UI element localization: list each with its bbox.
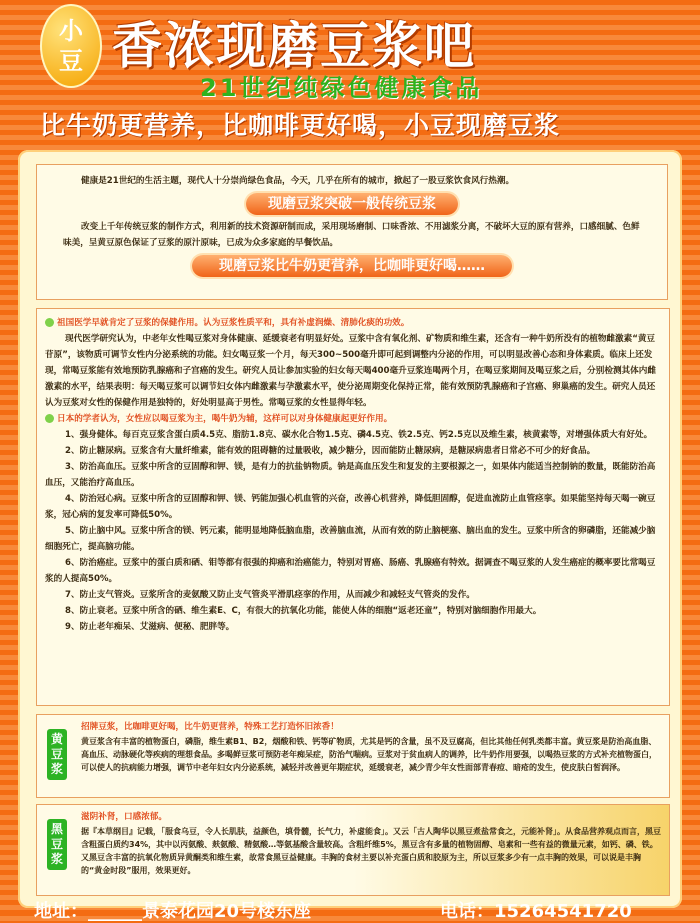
page-title: 香浓现磨豆浆吧 [112, 17, 476, 75]
intro-line-1: 健康是21世纪的生活主题，现代人十分崇尚绿色食品，今天，几乎在所有的城市，掀起了一股豆浆饮食风行热潮。 [81, 176, 515, 186]
health-item: 2、防止糖尿病。豆浆含有大量纤维素，能有效的阻碍糖的过量吸收，减少糖分，因而能防止糖尿病，是糖尿病患者日常必不可少的好食品。 [65, 446, 596, 456]
intro-box [36, 164, 668, 300]
address-text: 地址：______景泰花园20号楼东座 [34, 901, 312, 922]
health-item: 5、防止脑中风。豆浆中所含的镁、钙元素，能明显地降低脑血脂，改善脑血流，从而有效的防止脑梗塞、脑出血的发生。豆浆中所含的卵磷脂，还能减少脑细胞死亡，提高脑功能。 [45, 526, 656, 552]
slogan: 比牛奶更营养，比咖啡更好喝，小豆现磨豆浆 [40, 111, 561, 140]
sun-icon [45, 414, 54, 423]
badge-char-top: 小 [59, 17, 83, 45]
health-item: 4、防治冠心病。豆浆中所含的豆固醇和钾、镁、钙能加强心机血管的兴奋，改善心机营养，降低胆固醇，促进血流防止血管痉挛。如果能坚持每天喝一碗豆浆，冠心病的复发率可降低50%。 [45, 494, 656, 520]
health-heading-2-text: 日本的学者认为，女性应以喝豆浆为主，喝牛奶为辅，这样可以对身体健康起更好作用。 [57, 414, 393, 424]
black-soy-heading: 滋阴补肾，口感浓郁。 [81, 812, 167, 822]
badge-char-bottom: 豆 [59, 47, 83, 75]
health-heading-2 [45, 411, 661, 427]
black-soy-box [36, 804, 670, 896]
brand-badge [40, 4, 102, 88]
yellow-soy-box [36, 714, 670, 798]
black-soy-label: 黑豆浆 [47, 819, 67, 870]
yellow-soy-label: 黄豆浆 [47, 729, 67, 780]
health-item: 7、防止支气管炎。豆浆所含的麦氨酸又防止支气管炎平滑肌痉挛的作用，从而减少和减轻支气管炎的发作。 [65, 590, 475, 600]
black-soy-text: 据『本草纲目』记载，「服食乌豆，令人长肌肤，益颜色，填骨髓，长气力，补虚能食」。又云「古人陶华以黑豆煮盐常食之，元能补肾」。从食品营养观点而言，黑豆含粗蛋白质约34%，其中以丙氨酸、麸氨酸、精氨酸…等氨基酸含量较高。含粗纤维5%，黑豆含有多量的植物固醇、皂素和一些有益的微量元素，如钙、磷、铁。又黑豆含丰富的抗氧化物质异黄酮类和维生素，故常食黑豆益健康。丰胸的食材主要以补充蛋白质和胶原为主，所以豆浆多少有一点丰胸的效果，可以说是丰胸的“黄金时段”服用，效果更好。 [81, 827, 661, 875]
health-item: 1、强身健体。每百克豆浆含蛋白质4.5克、脂肪1.8克、碳水化合物1.5克、磷4.5克、铁2.5克、钙2.5克以及维生素，核黄素等，对增强体质大有好处。 [65, 430, 653, 440]
intro-pill-2: 现磨豆浆比牛奶更营养，比咖啡更好喝…… [192, 255, 512, 277]
health-heading-1 [45, 315, 661, 331]
health-item: 9、防止老年痴呆、艾滋病、便秘、肥胖等。 [65, 622, 235, 632]
health-item: 3、防治高血压。豆浆中所含的豆固醇和钾、镁，是有力的抗盐钠物质。钠是高血压发生和复发的主要根源之一，如果体内能适当控制钠的数量，既能防治高血压，又能治疗高血压。 [45, 462, 656, 488]
intro-line-2: 改变上千年传统豆浆的制作方式，利用新的技术资源研制而成，采用现场磨制、口味香浓、不用滤浆分离，不破坏大豆的原有营养，口感细腻、色鲜味美，呈黄豆原色保证了豆浆的原汁原味，已成为众多家庭的早餐饮品。 [63, 222, 640, 248]
health-item: 8、防止衰老。豆浆中所含的硒、维生素E、C，有很大的抗氧化功能，能使人体的细胞“返老还童”，特别对脑细胞作用最大。 [65, 606, 542, 616]
phone-text: 电话：15264541720 [440, 901, 632, 922]
health-paragraph-1: 现代医学研究认为，中老年女性喝豆浆对身体健康、延缓衰老有明显好处。豆浆中含有氧化剂、矿物质和维生素，还含有一种牛奶所没有的植物雌激素“黄豆苷原”，该物质可调节女性内分泌系统的功能。妇女喝豆浆一个月，每天300~500毫升即可起到调整内分泌的作用，可以明显改善心态和身体素质。临床上还发现，常喝豆浆能有效地预防乳腺癌和子宫癌的发生。研究人员让参加实验的妇女每天喝400毫升豆浆连喝两个月，在喝豆浆期间及喝豆浆之后，分别检测其体内雌激素的水平，结果表明：每天喝豆浆可以调节妇女体内雌激素与孕激素水平，使分泌周期变化保持正常，能有效预防乳腺癌和子宫癌、卵巢癌的发生。研究人员还认为豆浆对女性的保健作用是独特的，好处明显高于男性。常喝豆浆的女性显得年轻。 [45, 334, 656, 408]
page-subtitle: 21世纪纯绿色健康食品 [200, 74, 483, 102]
yellow-soy-heading: 招牌豆浆，比咖啡更好喝，比牛奶更营养，特殊工艺打造怀旧浓香！ [81, 722, 339, 732]
health-box [36, 308, 670, 706]
health-item: 6、防治癌症。豆浆中的蛋白质和硒、钼等都有很强的抑癌和治癌能力，特别对胃癌、肠癌、乳腺癌有特效。据调查不喝豆浆的人发生癌症的概率要比常喝豆浆的人提高50%。 [45, 558, 656, 584]
intro-pill-1: 现磨豆浆突破一般传统豆浆 [246, 193, 458, 215]
yellow-soy-text: 黄豆浆含有丰富的植物蛋白，磷脂，维生素B1、B2，烟酸和铁、钙等矿物质，尤其是钙的含量，虽不及豆腐高，但比其他任何乳类都丰富。黄豆浆是防治高血脂、高血压、动脉硬化等疾病的理想食品。多喝鲜豆浆可预防老年痴呆症，防治气喘病。豆浆对于贫血病人的调养，比牛奶作用要强，以喝热豆浆的方式补充植物蛋白，可以使人的抗病能力增强，调节中老年妇女内分泌系统，减轻并改善更年期症状，延缓衰老，减少青少年女性面部青春痘、暗疮的发生，使皮肤白皙润泽。 [81, 737, 657, 772]
health-heading-1-text: 祖国医学早就肯定了豆浆的保健作用。认为豆浆性质平和，具有补虚润燥、清肺化痰的功效。 [57, 318, 410, 328]
sun-icon [45, 318, 54, 327]
